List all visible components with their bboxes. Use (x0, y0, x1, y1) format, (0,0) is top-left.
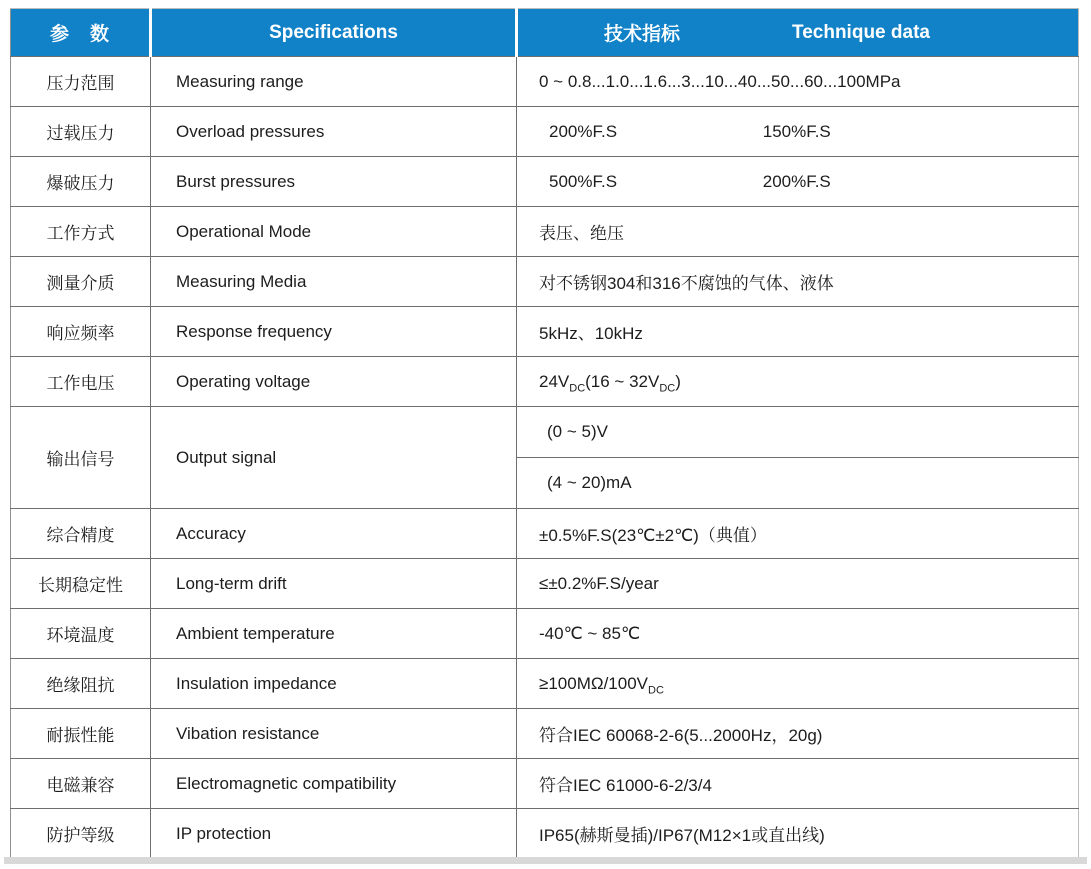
value-cell (517, 157, 1079, 207)
value-cell (517, 659, 1079, 709)
table-row (11, 307, 1079, 357)
spec-cell: Response frequency (151, 307, 517, 357)
table-body (11, 57, 1079, 859)
table-row (11, 659, 1079, 709)
spec-cell: Insulation impedance (151, 659, 517, 709)
spec-cell: Measuring Media (151, 257, 517, 307)
value-cell: 0 ~ 0.8...1.0...1.6...3...10...40...50...60...100MPa (517, 57, 1079, 107)
table-row (11, 759, 1079, 809)
table-row (11, 509, 1079, 559)
table-row (11, 107, 1079, 157)
param-cell: 爆破压力 (11, 157, 151, 207)
spec-cell: Output signal (151, 407, 517, 509)
spec-cell: Measuring range (151, 57, 517, 107)
table-row (11, 57, 1079, 107)
table-row (11, 809, 1079, 859)
param-cell: 测量介质 (11, 257, 151, 307)
param-cell: 工作电压 (11, 357, 151, 407)
value-cell: (4 ~ 20)mA (517, 458, 1079, 509)
header-row (11, 9, 1079, 57)
spec-cell: Vibation resistance (151, 709, 517, 759)
subscript-dc: DC (569, 381, 586, 394)
table-row (11, 609, 1079, 659)
value-part: 200%F.S (762, 171, 831, 191)
value-cell: 符合IEC 61000-6-2/3/4 (517, 759, 1079, 809)
param-cell: 响应频率 (11, 307, 151, 357)
param-cell: 绝缘阻抗 (11, 659, 151, 709)
value-part: (16 ~ 32V (585, 371, 660, 391)
value-cell: (0 ~ 5)V (517, 407, 1079, 458)
value-cell: IP65(赫斯曼插)/IP67(M12×1或直出线) (517, 809, 1079, 859)
spec-cell: Long-term drift (151, 559, 517, 609)
value-cell: 表压、绝压 (517, 207, 1079, 257)
param-cell: 电磁兼容 (11, 759, 151, 809)
spec-cell: Electromagnetic compatibility (151, 759, 517, 809)
param-cell: 环境温度 (11, 609, 151, 659)
header-specifications: Specifications (151, 9, 517, 57)
header-technique-en: Technique data (792, 21, 930, 43)
value-part: 500%F.S (549, 171, 618, 191)
value-cell: -40℃ ~ 85℃ (517, 609, 1079, 659)
param-cell: 压力范围 (11, 57, 151, 107)
table-row (11, 407, 1079, 458)
table-row (11, 157, 1079, 207)
bottom-divider-bar (4, 857, 1087, 864)
param-cell: 过载压力 (11, 107, 151, 157)
value-part: 200%F.S (549, 121, 618, 141)
spec-cell: Accuracy (151, 509, 517, 559)
value-cell: ±0.5%F.S(23℃±2℃)（典值） (517, 509, 1079, 559)
param-cell: 耐振性能 (11, 709, 151, 759)
value-part: 150%F.S (762, 121, 831, 141)
header-technique-cn: 技术指标 (604, 24, 681, 45)
value-cell: 符合IEC 60068-2-6(5...2000Hz，20g) (517, 709, 1079, 759)
header-technique-data-inner (518, 19, 1078, 46)
table-row (11, 207, 1079, 257)
value-cell (517, 357, 1079, 407)
table-row (11, 257, 1079, 307)
param-cell: 防护等级 (11, 809, 151, 859)
spec-cell: Overload pressures (151, 107, 517, 157)
header-technique-data (517, 9, 1079, 57)
value-part: ≥100MΩ/100V (539, 673, 648, 693)
spec-cell: IP protection (151, 809, 517, 859)
value-part: 24V (539, 371, 570, 391)
specifications-table (10, 8, 1079, 859)
param-cell: 综合精度 (11, 509, 151, 559)
table-row (11, 357, 1079, 407)
spec-cell: Burst pressures (151, 157, 517, 207)
spec-cell: Operating voltage (151, 357, 517, 407)
param-cell: 长期稳定性 (11, 559, 151, 609)
value-cell: 对不锈钢304和316不腐蚀的气体、液体 (517, 257, 1079, 307)
subscript-dc: DC (659, 381, 676, 394)
subscript-dc: DC (648, 683, 664, 696)
param-cell: 工作方式 (11, 207, 151, 257)
value-cell: 5kHz、10kHz (517, 307, 1079, 357)
value-part: ) (675, 371, 681, 391)
param-cell: 输出信号 (11, 407, 151, 509)
table-row (11, 559, 1079, 609)
spec-cell: Operational Mode (151, 207, 517, 257)
value-cell: ≤±0.2%F.S/year (517, 559, 1079, 609)
table-header (11, 9, 1079, 57)
header-parameter: 参 数 (11, 9, 151, 57)
table-row (11, 709, 1079, 759)
spec-cell: Ambient temperature (151, 609, 517, 659)
value-cell (517, 107, 1079, 157)
